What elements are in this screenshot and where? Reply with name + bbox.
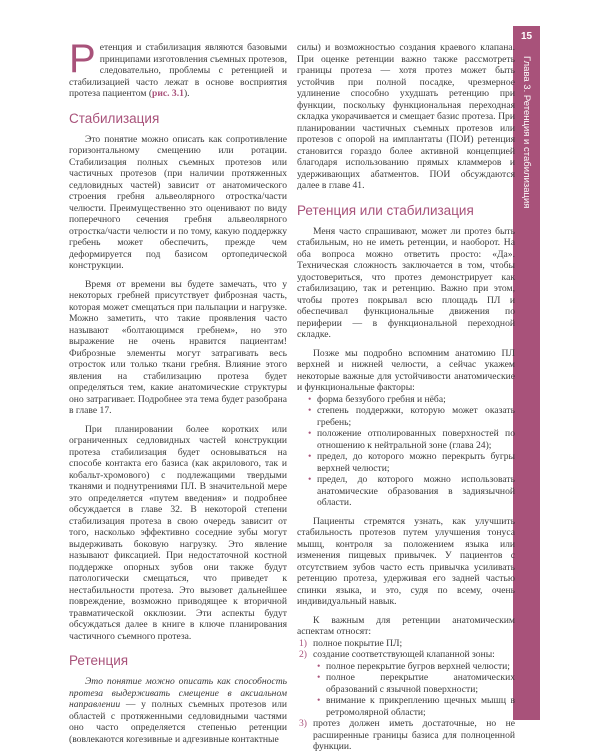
- heading-stabilization: Стабилизация: [69, 110, 160, 126]
- continued-paragraph: силы) и возможностью создания краевого клапана. При оценке ретенции важно также рассмотреть границы протеза — хотя протез может быть устойчив при полной посадке, чрезмерное удлинение способно ухудшать ретенцию при функции, поскольку функциональная переходная складка укорачивается и смещает базис протеза. При планировании частичных съемных протезов или протезов с опорой на имплантаты (ПОИ) ретенция становится гораздо более активной концепцией благодаря использованию прямых кламмеров и удерживающих абатментов. ПОИ обсуждаются далее в главе 41.: [297, 42, 515, 191]
- figure-reference: рис. 3.1: [152, 88, 184, 99]
- stab-paragraph-1: Это понятие можно описать как сопротивление горизонтальному смещению или ротации. Стабилизация полных съемных протезов или частичных протезов (при наличии протяженных седловидных частей) зависит от анатомического строения гребня альвеолярного отростка/части челюсти. Преимущественно это оценивают по виду поперечного сечения гребня альвеолярного отростка/части челюсти и по тому, какую поддержку гребень может обеспечить, прежде чем деформируется под базисом ортопедической конструкции.: [69, 133, 287, 271]
- heading-retention: Ретенция: [69, 653, 129, 668]
- heading-retention-or-stabilization: Ретенция или стабилизация: [297, 202, 474, 218]
- sub-list: [313, 661, 515, 719]
- list-item: • полное перекрытие анатомических образований с язычной поверхности;: [317, 672, 515, 695]
- intro-paragraph: [69, 37, 287, 100]
- list-item: 1) полное покрытие ПЛ;: [299, 637, 403, 649]
- list-item: 3) протез должен иметь достаточные, но не расширенные границы базиса для полноценной функции.: [299, 718, 515, 752]
- list-item: • положение отполированных поверхностей по отношению к нейтральной зоне (глава 24);: [308, 428, 515, 451]
- chapter-title: Глава 3. Ретенция и стабилизация: [521, 56, 532, 209]
- list-item: • полное перекрытие бугров верхней челюсти;: [317, 660, 510, 672]
- intro-text: етенция и стабилизация являются базовыми принципами изготовления съемных протезов, следовательно, проблемы с ретенцией и стабилизацией часто лежат в основе восприятия протеза пациентом (: [69, 42, 287, 99]
- ret-definition: Это понятие можно описать как способность протеза выдерживать смещение в аксиальном направлении: [69, 676, 287, 710]
- list-item: • форма беззубого гребня и нёба;: [308, 393, 446, 405]
- ret-paragraph: [69, 676, 287, 745]
- intro-end: ).: [183, 88, 190, 99]
- right-column: [297, 42, 515, 753]
- rs-paragraph-1: Меня часто спрашивают, может ли протез быть стабильным, но не иметь ретенции, и наоборот. На оба вопроса можно ответить просто: «Да». Техническая сложность заключается в том, чтобы удостовериться, что протез демонстрирует как стабилизацию, так и ретенцию. Важно при этом, чтобы протез покрывал всю площадь ПЛ и обеспечивал функциональные движения по периферии — в функциональной переходной складке.: [297, 225, 515, 340]
- list-item: • степень поддержки, которую может оказать гребень;: [308, 405, 515, 428]
- rs-paragraph-2: Позже мы подробно вспомним анатомию ПЛ верхней и нижней челюсти, а сейчас укажем некоторые важные для устойчивости анатомические и функциональные факторы:: [297, 347, 515, 393]
- stab-paragraph-3: При планировании более коротких или ограниченных седловидных частей конструкции протеза стабилизация будет основываться на способе контакта его базиса (как акрилового, так и кобальт-хромового) с подлежащими твердыми тканями и поднутрениями ПЛ. В значительной мере это определяется «путем введения» и подробнее обсуждается в главе 32. В некоторой степени стабилизация протеза в свою очередь зависит от того, насколько эффективно соседние зубы могут выдерживать боковую нагрузку. Это явление называют фиксацией. При недостаточной костной поддержке опорных зубов они также будут патологически смещаться, что приведет к нестабильности протеза. Это вызовет дальнейшее повреждение, возможно приводящее к вторичной травматической окклюзии. Эти аспекты будут обсуждаться далее в книге в ключе планирования частичного съемного протеза.: [69, 423, 287, 642]
- list-item: • предел, до которого можно использовать анатомические образования в задиязычной области.: [308, 474, 515, 508]
- rs-paragraph-3: Пациенты стремятся узнать, как улучшить стабильность протезов путем улучшения тонуса мышц, контроля за положением языка или изменения пищевых привычек. У пациентов с отсутствием зубов часто есть привычка усиливать ретенцию протеза, удерживая его задней частью спинки языка, и это, судя по всему, очень индивидуальный навык.: [297, 515, 515, 607]
- aspects-list: [297, 638, 515, 753]
- ret-rest: — у полных съемных протезов или областей с протяженными седловидными частями оно часто определяется степенью ретенции (вовлекаются когезивные и адгезивные контактные: [69, 699, 287, 745]
- factors-list: [297, 394, 515, 509]
- rs-paragraph-4: К важным для ретенции анатомическим аспектам относят:: [297, 614, 515, 637]
- stab-paragraph-2: Время от времени вы будете замечать, что у некоторых гребней присутствует фиброзная часть, которая может смещаться при пальпации и нагрузке. Можно заметить, что такие проявления часто называют «болтающимся гребнем», но это выражение не очень нравится пациентам! Фиброзные элементы могут затрагивать весь отросток или только ткани гребня. Влияние этого явления на стабилизацию протеза будет определяться тем, какие анатомические структуры оно затрагивает. Подробнее эта тема будет разобрана в главе 17.: [69, 278, 287, 416]
- drop-cap: Р: [69, 37, 96, 81]
- page-number: 15: [520, 31, 533, 42]
- list-item: • внимание к прикреплению щечных мышц в ретромолярной области;: [317, 695, 515, 718]
- list-item: • предел, до которого можно перекрыть бугры верхней челюсти;: [308, 451, 515, 474]
- list-item: 2) создание соответствующей клапанной зоны: • полное перекрытие бугров верхней челюсти; • полное перекрытие анатомических образований с язычной поверхности; • внимание к прикреплению щечных мышц в ретромолярной области;: [299, 649, 515, 718]
- left-column: [69, 37, 287, 745]
